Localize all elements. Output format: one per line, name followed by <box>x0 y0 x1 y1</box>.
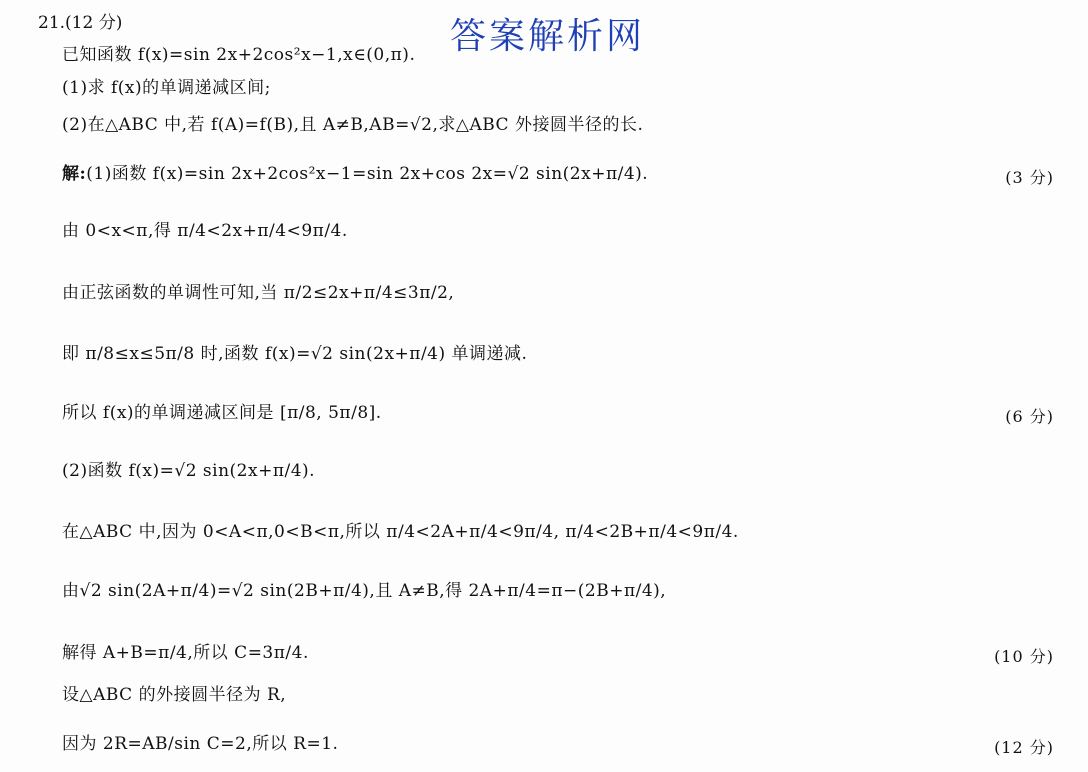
solution-line-3: 由正弦函数的单调性可知,当 π/2≤2x+π/4≤3π/2, <box>62 283 455 303</box>
question-part1: (1)求 f(x)的单调递减区间; <box>62 78 271 98</box>
solution-line-5: 所以 f(x)的单调递减区间是 [π/8, 5π/8]. <box>62 403 382 423</box>
solution-line-4: 即 π/8≤x≤5π/8 时,函数 f(x)=√2 sin(2x+π/4) 单调递减. <box>62 344 528 364</box>
solution-line-2: 由 0<x<π,得 π/4<2x+π/4<9π/4. <box>62 221 348 241</box>
question-stem: 已知函数 f(x)=sin 2x+2cos²x−1,x∈(0,π). <box>62 45 416 65</box>
solution-text-1: (1)函数 f(x)=sin 2x+2cos²x−1=sin 2x+cos 2x=√2 sin(2x+π/4). <box>86 164 649 184</box>
score-1: (3 分) <box>1005 168 1054 187</box>
solution-line-9: 解得 A+B=π/4,所以 C=3π/4. <box>62 643 309 663</box>
solution-line-11: 因为 2R=AB/sin C=2,所以 R=1. <box>62 734 339 754</box>
solution-line-6: (2)函数 f(x)=√2 sin(2x+π/4). <box>62 461 316 481</box>
question-part2: (2)在△ABC 中,若 f(A)=f(B),且 A≠B,AB=√2,求△ABC 外接圆半径的长. <box>62 115 644 135</box>
solution-label: 解: <box>62 164 87 184</box>
question-number: 21.(12 分) <box>38 13 123 33</box>
score-3: (10 分) <box>994 647 1054 666</box>
score-2: (6 分) <box>1005 407 1054 426</box>
solution-line-1 <box>62 163 648 185</box>
watermark-logo: 答案解析网 <box>450 16 646 57</box>
solution-line-10: 设△ABC 的外接圆半径为 R, <box>62 685 287 705</box>
solution-line-8: 由√2 sin(2A+π/4)=√2 sin(2B+π/4),且 A≠B,得 2A+π/4=π−(2B+π/4), <box>62 581 667 601</box>
solution-line-7: 在△ABC 中,因为 0<A<π,0<B<π,所以 π/4<2A+π/4<9π/4, π/4<2B+π/4<9π/4. <box>62 522 739 542</box>
score-4: (12 分) <box>994 738 1054 757</box>
